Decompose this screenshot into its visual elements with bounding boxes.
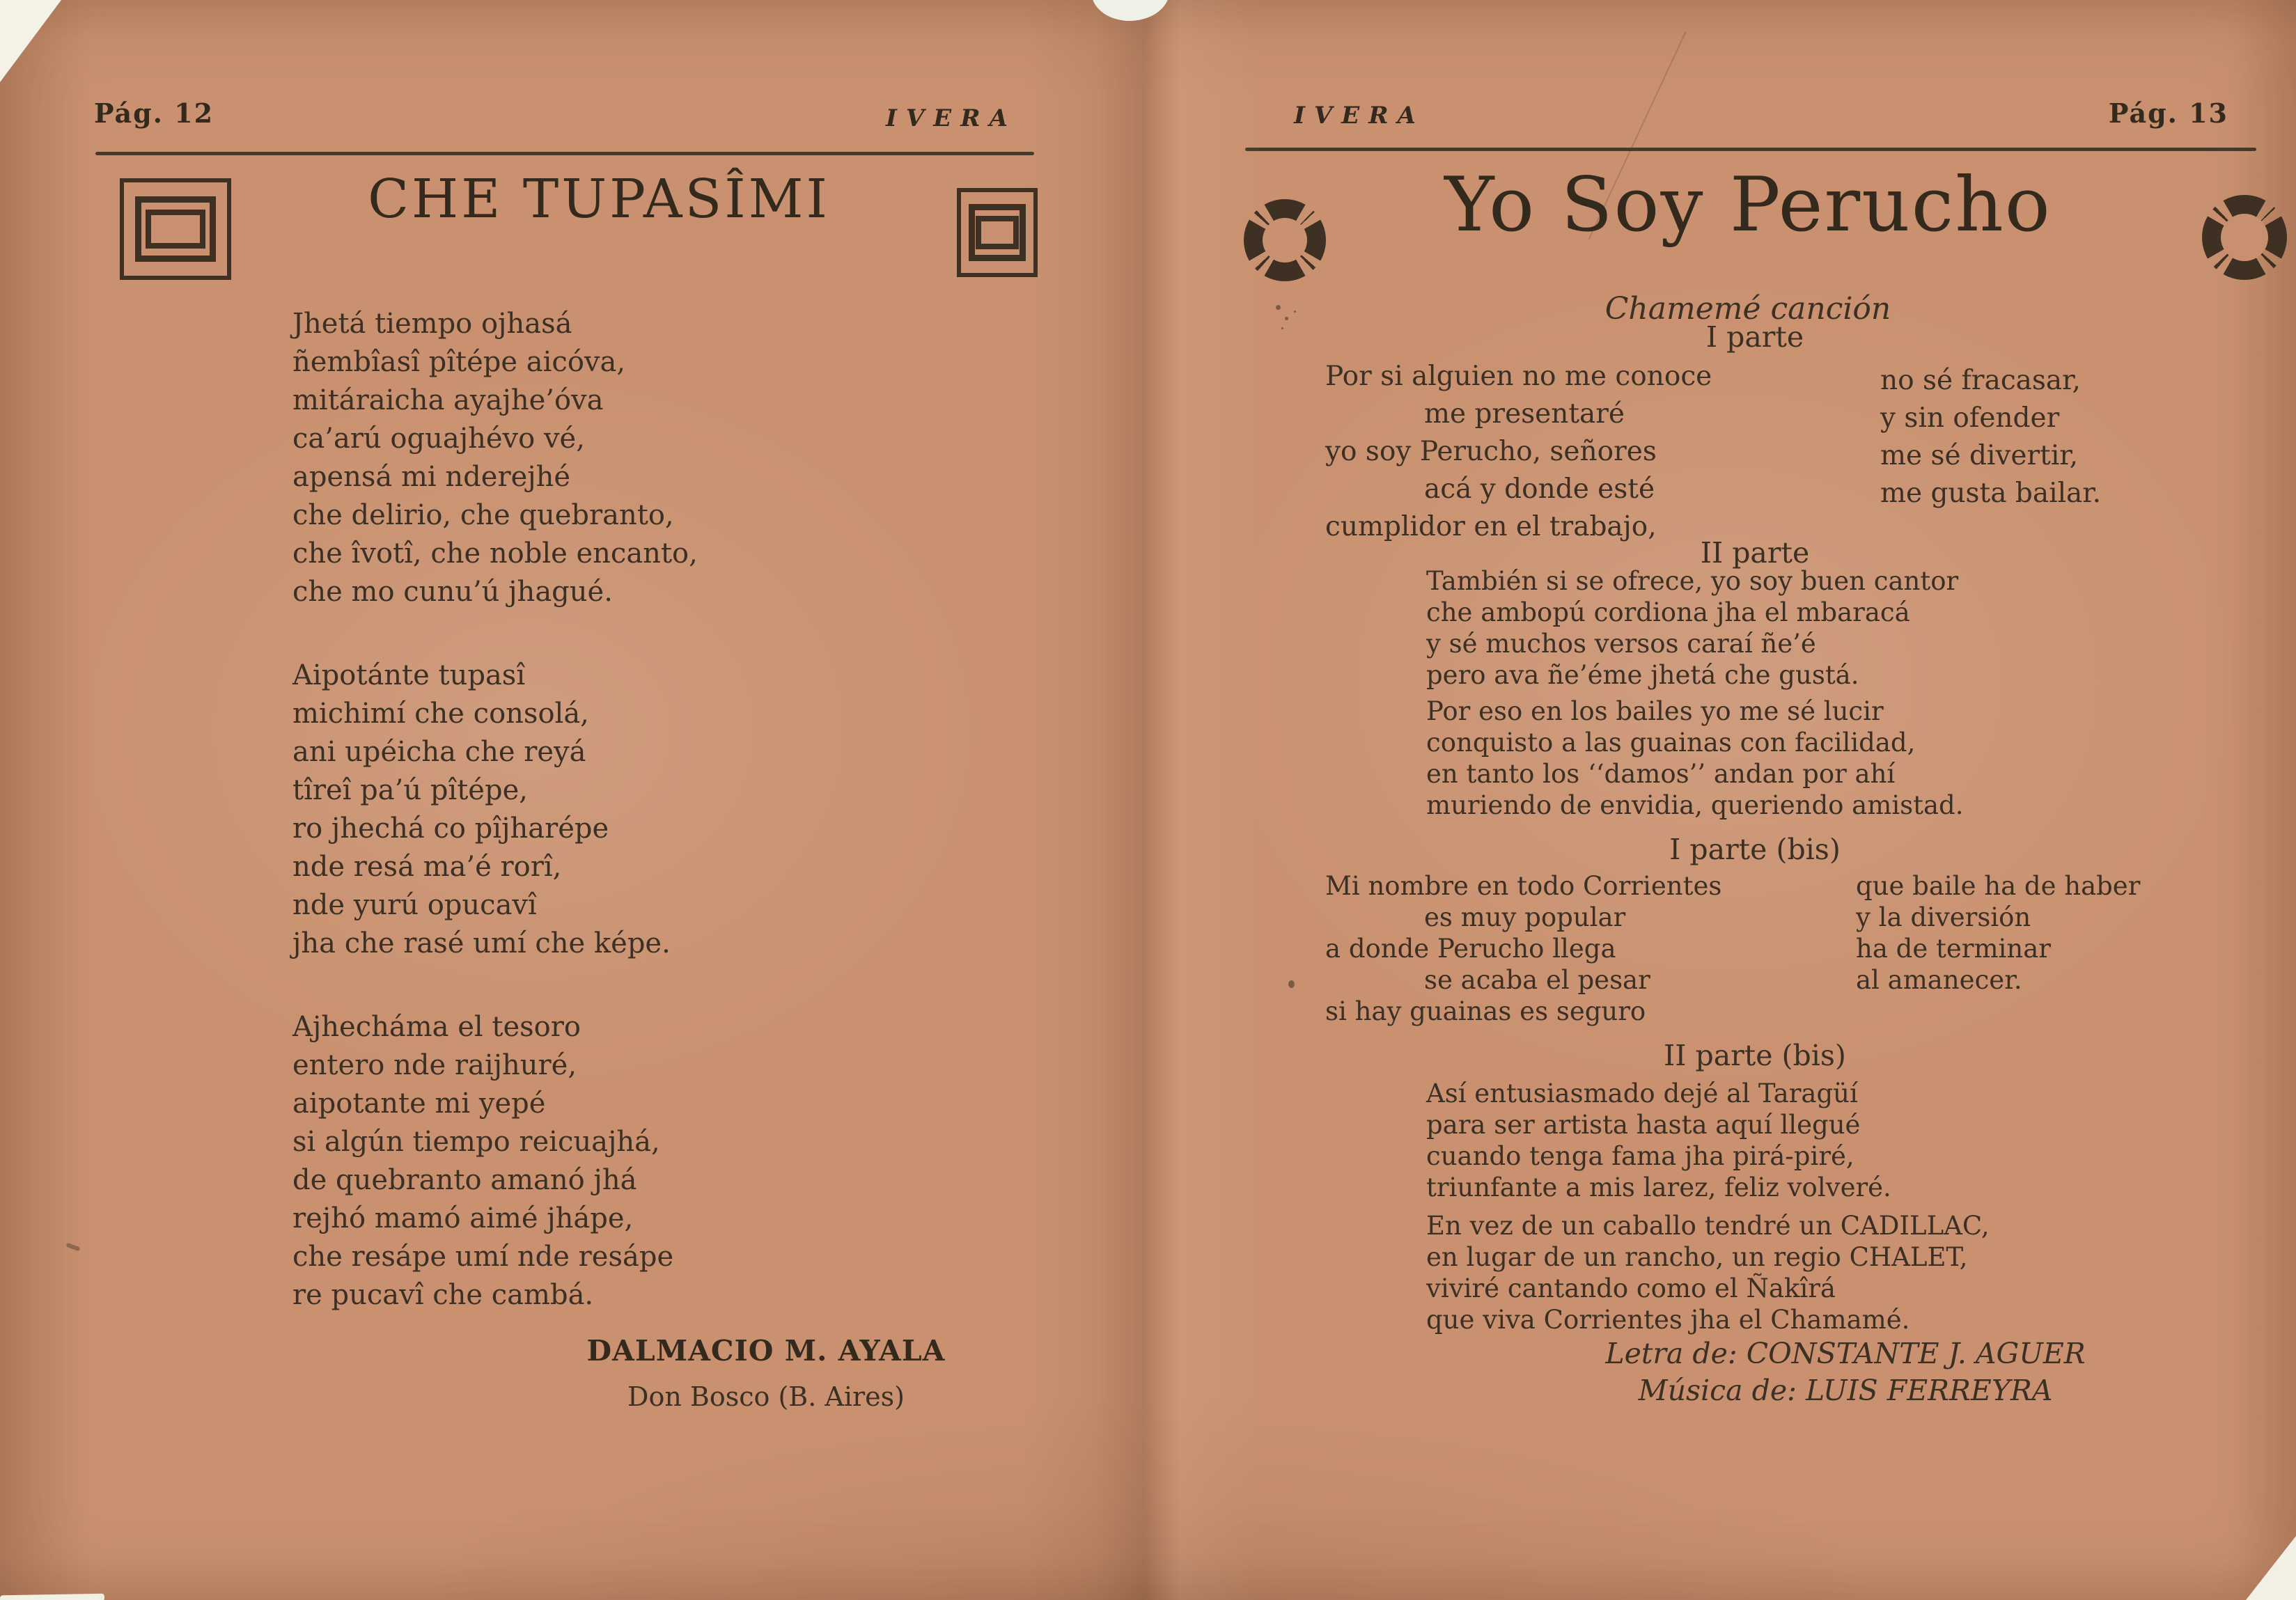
poem-line: ca’arú oguajhévo vé,	[292, 423, 585, 455]
song-line: al amanecer.	[1856, 965, 2022, 995]
poem-line: Aipotánte tupasî	[292, 659, 526, 691]
song-line: y la diversión	[1856, 902, 2031, 932]
song-line: También si se ofrece, yo soy buen cantor	[1426, 566, 1959, 596]
stanza-2	[292, 657, 698, 963]
parte2bis-stanza-1	[1426, 1078, 1891, 1203]
ink-speck	[1288, 980, 1295, 988]
scan-corner-bottom-right	[2246, 1536, 2296, 1600]
poem-line: aipotante mi yepé	[292, 1088, 546, 1120]
ring-ornament-right	[2202, 195, 2287, 280]
poem-line: rejhó mamó aimé jhápe,	[292, 1202, 634, 1234]
page-fold	[1024, 0, 1260, 1600]
song-line: no sé fracasar,	[1880, 365, 2081, 396]
poem-line: si algún tiempo reicuajhá,	[292, 1126, 660, 1158]
author-name: DALMACIO M. AYALA	[586, 1334, 946, 1367]
song-line: yo soy Perucho, señores	[1325, 436, 1657, 467]
ink-speck-cluster	[1276, 305, 1281, 310]
poem-line: ani upéicha che reyá	[292, 736, 586, 768]
song-line: y sé muchos versos caraí ñe’é	[1426, 629, 1816, 659]
song-line: muriendo de envidia, queriendo amistad.	[1426, 790, 1964, 820]
stanza-3	[292, 1008, 698, 1315]
credit-lyrics: Letra de: CONSTANTE J. AGUER	[1605, 1337, 2086, 1370]
poem-line: ñembîasî pîtépe aicóva,	[292, 346, 626, 378]
song-line: que baile ha de haber	[1856, 871, 2141, 901]
poem-line: che îvotî, che noble encanto,	[292, 538, 698, 570]
rectangle-ornament-left	[120, 178, 231, 280]
header-rule-right	[1245, 148, 2256, 151]
section-heading-parte-1-bis: I parte (bis)	[1669, 833, 1841, 866]
scan-corner-top-left	[0, 0, 61, 82]
rectangle-ornament-right	[957, 188, 1038, 277]
song-line: para ser artista hasta aquí llegué	[1426, 1110, 1861, 1140]
parte1-right-column	[1880, 362, 2101, 512]
poem-line: tîreî pa’ú pîtépe,	[292, 774, 528, 806]
poem-line: Ajhecháma el tesoro	[292, 1011, 581, 1043]
song-line: me presentaré	[1424, 398, 1625, 430]
poem-title: CHE TUPASÎMI	[368, 168, 830, 230]
poem-line: ro jhechá co pîjharépe	[292, 813, 609, 845]
song-title: Yo Soy Perucho	[1444, 162, 2052, 249]
song-line: es muy popular	[1424, 902, 1626, 932]
page-number-left: Pág. 12	[94, 97, 214, 129]
stanza-1	[292, 305, 698, 611]
song-line: Por si alguien no me conoce	[1325, 361, 1712, 392]
scan-edge-bottom-left	[0, 1594, 104, 1600]
page-number-right: Pág. 13	[2108, 97, 2228, 129]
parte2-stanza-1	[1426, 565, 1958, 691]
song-line: en lugar de un rancho, un regio CHALET,	[1426, 1242, 1968, 1272]
song-line: se acaba el pesar	[1424, 965, 1650, 995]
song-line: si hay guainas es seguro	[1325, 996, 1646, 1026]
song-line: cuando tenga fama jha pirá-piré,	[1426, 1141, 1854, 1171]
song-line: pero ava ñe’éme jhetá che gustá.	[1426, 660, 1859, 690]
poem-body	[292, 305, 698, 1360]
parte2bis-stanza-2	[1426, 1210, 1990, 1335]
song-line: viviré cantando como el Ñakîrá	[1426, 1273, 1836, 1303]
song-line: En vez de un caballo tendré un CADILLAC,	[1426, 1211, 1990, 1241]
song-line: cumplidor en el trabajo,	[1325, 511, 1657, 542]
parte1-left-column	[1325, 358, 1712, 546]
song-line: que viva Corrientes jha el Chamamé.	[1426, 1305, 1910, 1335]
song-line: a donde Perucho llega	[1325, 934, 1616, 964]
ink-speck	[66, 1243, 81, 1251]
poem-line: re pucavî che cambá.	[292, 1279, 594, 1311]
song-line: acá y donde esté	[1424, 473, 1655, 505]
song-credits	[1462, 1335, 2228, 1409]
song-line: me gusta bailar.	[1880, 478, 2102, 509]
song-line: me sé divertir,	[1880, 440, 2079, 471]
poem-line: michimí che consolá,	[292, 698, 589, 730]
parte1bis-left-column	[1325, 870, 1721, 1027]
poem-line: entero nde raijhuré,	[292, 1049, 577, 1081]
parte1bis-right-column	[1856, 870, 2140, 996]
section-heading-parte-2-bis: II parte (bis)	[1664, 1039, 1846, 1072]
poem-line: che delirio, che quebranto,	[292, 499, 674, 531]
author-location: Don Bosco (B. Aires)	[627, 1381, 905, 1412]
ring-ornament-left	[1244, 199, 1326, 281]
poem-line: che mo cunu’ú jhagué.	[292, 576, 613, 608]
poem-line: de quebranto amanó jhá	[292, 1164, 637, 1196]
parte2-stanza-2	[1426, 696, 1964, 821]
song-line: che ambopú cordiona jha el mbaracá	[1426, 597, 1910, 627]
song-line: y sin ofender	[1880, 402, 2060, 434]
poem-line: jha che rasé umí che képe.	[292, 927, 671, 959]
poem-line: nde resá ma’é rorî,	[292, 851, 562, 883]
song-line: Así entusiasmado dejé al Taragüí	[1426, 1079, 1858, 1108]
header-rule-left	[95, 152, 1034, 155]
song-line: en tanto los ‘‘damos’’ andan por ahí	[1426, 759, 1896, 789]
poem-line: apensá mi nderejhé	[292, 461, 571, 493]
song-line: Por eso en los bailes yo me sé lucir	[1426, 696, 1884, 726]
song-line: Mi nombre en todo Corrientes	[1325, 871, 1722, 901]
rectangle-ornament-inner	[969, 204, 1025, 260]
poem-line: Jhetá tiempo ojhasá	[292, 308, 572, 340]
credit-music: Música de: LUIS FERREYRA	[1638, 1374, 2053, 1407]
song-subtitle: Chamemé canción	[1604, 291, 1891, 327]
section-heading-parte-2: II parte	[1700, 536, 1810, 570]
rectangle-ornament-inner	[135, 196, 215, 262]
journal-title-right: IVERA	[1294, 102, 1425, 130]
section-heading-parte-1: I parte	[1705, 320, 1804, 354]
poem-line: che resápe umí nde resápe	[292, 1241, 674, 1273]
poem-line: nde yurú opucavî	[292, 889, 537, 921]
song-line: conquisto a las guainas con facilidad,	[1426, 728, 1916, 758]
journal-title-left: IVERA	[886, 104, 1017, 132]
song-line: triunfante a mis larez, feliz volveré.	[1426, 1172, 1891, 1202]
song-line: ha de terminar	[1856, 934, 2051, 964]
poem-line: mitáraicha ayajhe’óva	[292, 384, 604, 416]
